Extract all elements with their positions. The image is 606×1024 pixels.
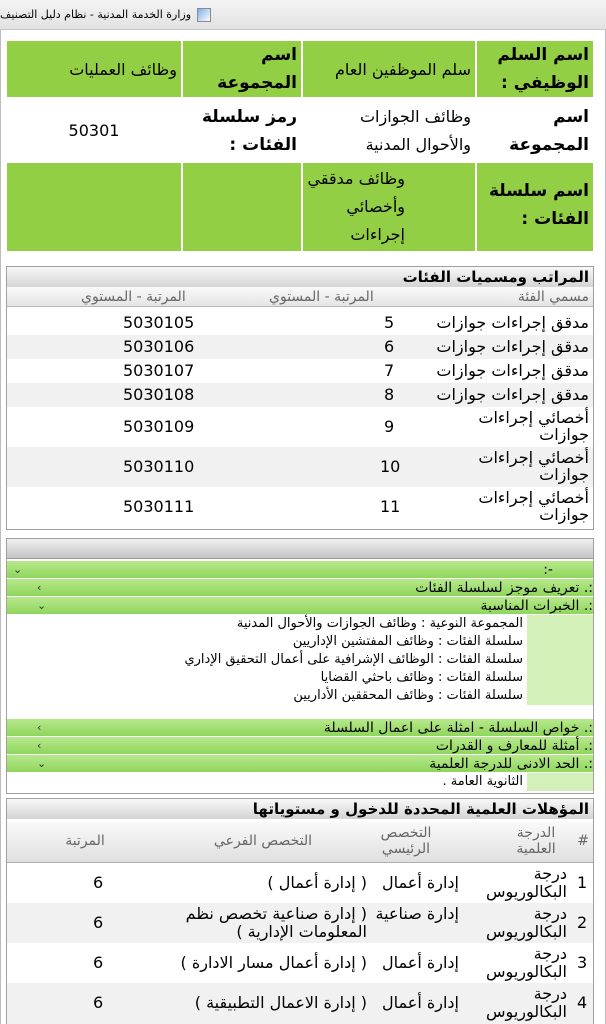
row-rank: 6 bbox=[384, 337, 395, 356]
tree-node-series-properties[interactable] bbox=[7, 719, 593, 737]
tree-node-root[interactable] bbox=[7, 561, 593, 579]
row-major: إدارة صناعية bbox=[375, 904, 459, 923]
row-rank: 8 bbox=[384, 385, 395, 404]
type-group-label: اسم المجموعة bbox=[476, 100, 594, 160]
tree-leaf[interactable] bbox=[7, 687, 593, 705]
table-row[interactable] bbox=[7, 863, 593, 903]
row-major: إدارة أعمال bbox=[382, 953, 459, 972]
header-sub-major: التخصص الفرعي bbox=[213, 833, 313, 849]
general-group-value: وظائف العمليات bbox=[6, 40, 182, 98]
row-degree: درجة البكالوريوس bbox=[486, 984, 567, 1021]
table-row[interactable] bbox=[7, 487, 593, 527]
tree-node-label: :. تعريف موجز لسلسلة الفئات bbox=[415, 580, 593, 596]
tree-leaf-label: المجموعة النوعية : وظائف الجوازات والأحوال المدنية bbox=[236, 616, 523, 631]
table-row[interactable] bbox=[7, 903, 593, 943]
row-degree: درجة البكالوريوس bbox=[486, 904, 567, 941]
header-major: التخصص الرئيسي bbox=[380, 825, 432, 857]
tree-leaf-label: سلسلة الفئات : وظائف المحققين الأداريين bbox=[293, 688, 523, 703]
chevron-right-icon[interactable]: › bbox=[37, 721, 42, 734]
tree-node-label: :. الحد الادنى للدرجة العلمية bbox=[429, 756, 593, 772]
row-class-name: مدقق إجراءات جوازات bbox=[436, 385, 589, 404]
table-row[interactable] bbox=[7, 311, 593, 335]
qualifications-title: المؤهلات العلمية المحددة للدخول و مستوياتها bbox=[7, 799, 593, 819]
row-code: 5030109 bbox=[123, 417, 195, 436]
qualifications-table bbox=[6, 798, 594, 1024]
window-titlebar bbox=[0, 0, 606, 30]
row-degree: درجة البكالوريوس bbox=[486, 864, 567, 901]
tree-leaf[interactable] bbox=[7, 633, 593, 651]
tree-leaf[interactable] bbox=[7, 651, 593, 669]
row-rank: 10 bbox=[380, 457, 401, 476]
table-row[interactable] bbox=[7, 943, 593, 983]
tree-node-knowledge[interactable] bbox=[7, 737, 593, 755]
series-info-grid bbox=[6, 40, 594, 252]
table-row[interactable] bbox=[7, 407, 593, 447]
row-class-name: مدقق إجراءات جوازات bbox=[436, 313, 589, 332]
empty-cell bbox=[6, 162, 182, 252]
tree-leaf[interactable] bbox=[7, 669, 593, 687]
details-tree bbox=[6, 538, 594, 794]
tree-node-series-definition[interactable] bbox=[7, 579, 593, 597]
row-rank: 7 bbox=[384, 361, 395, 380]
row-sub-major: ( إدارة صناعية تخصص نظم المعلومات الإدارية ) bbox=[185, 904, 367, 941]
tree-leaf-label: سلسلة الفئات : وظائف المفتشين الإداريين bbox=[292, 634, 523, 649]
row-major: إدارة أعمال bbox=[382, 873, 459, 892]
general-group-label: اسم المجموعة bbox=[182, 40, 302, 98]
row-rank: 6 bbox=[93, 873, 104, 892]
tree-leaf[interactable] bbox=[7, 773, 593, 791]
row-code: 5030106 bbox=[123, 337, 195, 356]
row-num: 1 bbox=[577, 873, 588, 892]
chevron-down-icon[interactable]: ⌄ bbox=[37, 757, 47, 770]
series-name-label: اسم سلسلة الفئات : bbox=[476, 162, 594, 252]
qualifications-header bbox=[7, 821, 593, 863]
tree-node-label: :. أمثلة للمعارف و القدرات bbox=[435, 738, 593, 754]
chevron-down-icon[interactable]: ⌄ bbox=[37, 599, 47, 612]
series-code-value: 50301 bbox=[6, 100, 182, 160]
row-code: 5030105 bbox=[123, 313, 195, 332]
header-degree: الدرجة العلمية bbox=[516, 825, 556, 857]
chevron-down-icon[interactable]: ⌄ bbox=[13, 563, 23, 576]
grades-title: المراتب ومسميات الفئات bbox=[7, 267, 593, 287]
row-code: 5030108 bbox=[123, 385, 195, 404]
series-code-label: رمز سلسلة الفئات : bbox=[182, 100, 302, 160]
row-num: 3 bbox=[577, 953, 588, 972]
header-num: # bbox=[577, 833, 589, 849]
window-title: وزارة الخدمة المدنية - نظام دليل التصنيف bbox=[0, 8, 192, 21]
chevron-right-icon[interactable]: › bbox=[37, 581, 42, 594]
row-sub-major: ( إدارة أعمال ) bbox=[267, 873, 367, 892]
row-class-name: مدقق إجراءات جوازات bbox=[436, 361, 589, 380]
table-row[interactable] bbox=[7, 335, 593, 359]
table-row[interactable] bbox=[7, 447, 593, 487]
grades-table bbox=[6, 266, 594, 530]
row-rank: 6 bbox=[93, 913, 104, 932]
row-code: 5030107 bbox=[123, 361, 195, 380]
row-code: 5030110 bbox=[123, 457, 195, 476]
tree-leaf[interactable] bbox=[7, 615, 593, 633]
row-class-name: أخصائي إجراءات جوازات bbox=[478, 448, 589, 484]
series-name-value: وظائف مدققي وأخصائي إجراءات bbox=[302, 162, 476, 252]
row-degree: درجة البكالوريوس bbox=[486, 944, 567, 981]
row-rank: 5 bbox=[384, 313, 395, 332]
empty-cell bbox=[182, 162, 302, 252]
table-row[interactable] bbox=[7, 983, 593, 1024]
row-code: 5030111 bbox=[123, 497, 195, 516]
row-rank: 11 bbox=[380, 497, 401, 516]
row-rank: 6 bbox=[93, 953, 104, 972]
header-rank: المرتبة - المستوي bbox=[269, 289, 374, 305]
row-class-name: أخصائي إجراءات جوازات bbox=[478, 408, 589, 444]
type-group-value: وظائف الجوازات والأحوال المدنية bbox=[302, 100, 476, 160]
tree-node-label: :. الخبرات المناسبة bbox=[480, 598, 593, 614]
row-class-name: مدقق إجراءات جوازات bbox=[436, 337, 589, 356]
row-sub-major: ( إدارة الاعمال التطبيقية ) bbox=[194, 993, 367, 1012]
row-num: 2 bbox=[577, 913, 588, 932]
row-num: 4 bbox=[577, 993, 588, 1012]
grade-scale-value: سلم الموظفين العام bbox=[302, 40, 476, 98]
app-icon bbox=[197, 8, 211, 22]
header-class-name: مسمي الفئة bbox=[517, 289, 589, 305]
row-sub-major: ( إدارة أعمال مسار الادارة ) bbox=[180, 953, 367, 972]
tree-node-label: :- bbox=[543, 562, 553, 578]
chevron-right-icon[interactable]: › bbox=[37, 739, 42, 752]
table-row[interactable] bbox=[7, 383, 593, 407]
tree-leaf-label: سلسلة الفئات : وظائف باحثي القضايا bbox=[320, 670, 523, 685]
row-major: إدارة أعمال bbox=[382, 993, 459, 1012]
table-row[interactable] bbox=[7, 359, 593, 383]
tree-node-experience[interactable] bbox=[7, 597, 593, 615]
grades-header bbox=[7, 287, 593, 307]
header-rank: المرتبة bbox=[65, 833, 105, 849]
tree-node-min-degree[interactable] bbox=[7, 755, 593, 773]
tree-leaf-label: الثانوية العامة . bbox=[442, 774, 523, 789]
tree-header-bar bbox=[7, 539, 593, 559]
tree-node-label: :. خواص السلسلة - امثلة على اعمال السلسلة bbox=[323, 720, 593, 736]
grade-scale-label: اسم السلم الوظيفي : bbox=[476, 40, 594, 98]
row-class-name: أخصائي إجراءات جوازات bbox=[478, 488, 589, 524]
row-rank: 9 bbox=[384, 417, 395, 436]
tree-leaf-label: سلسلة الفئات : الوظائف الإشرافية على أعمال التحقيق الإداري bbox=[184, 652, 523, 667]
row-rank: 6 bbox=[93, 993, 104, 1012]
header-rank-code: المرتبة - المستوي bbox=[81, 289, 186, 305]
